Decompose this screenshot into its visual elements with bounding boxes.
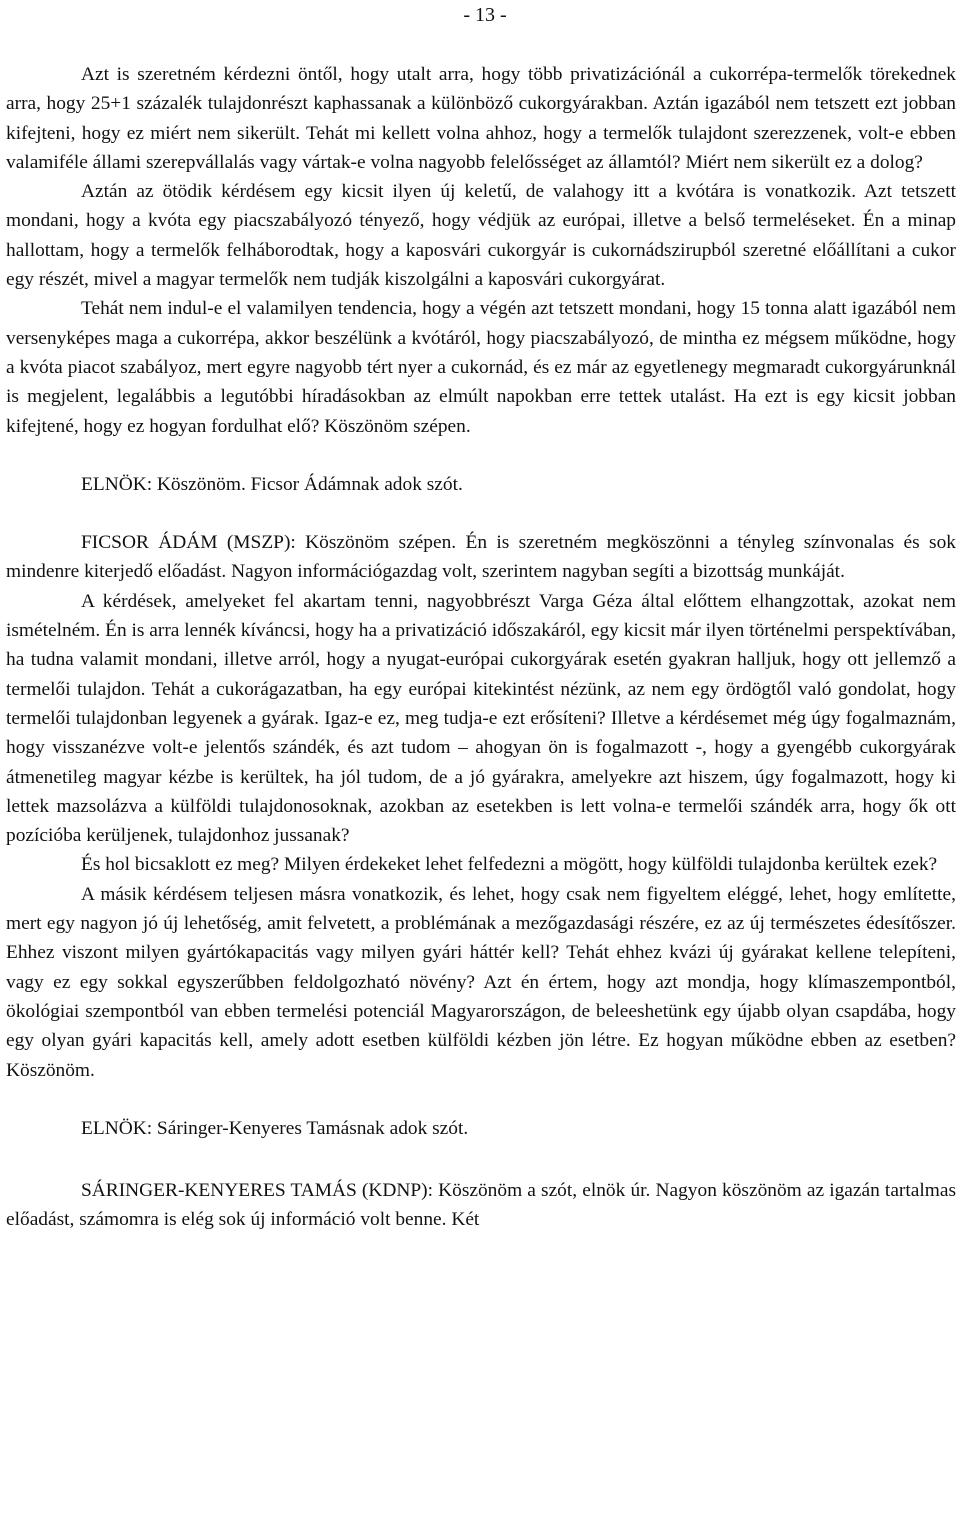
spacer: [6, 441, 956, 470]
spacer: [6, 1143, 956, 1176]
paragraph-chair-saringer: ELNÖK: Sáringer-Kenyeres Tamásnak adok szót.: [81, 1117, 469, 1139]
paragraph-ficsor-followup: És hol bicsaklott ez meg? Milyen érdekeket lehet felfedezni a mögött, hogy külföldi tulajdonba kerültek ezek?: [81, 854, 938, 876]
paragraph-ficsor-questions: A kérdések, amelyeket fel akartam tenni, nagyobbrészt Varga Géza által előttem elhangzottak, azokat nem ismételném. Én is arra lennék kíváncsi, hogy ha a privatizáció időszakáról, egy kicsit már ilyen történelmi perspektívában, ha tudna valamit mondani, illetve arról, hogy a nyugat-európai cukorgyárak esetén gyakran halljuk, hogy ott jellemző a termelői tulajdon. Tehát a cukorágazatban, ha egy európai kitekintést nézünk, az nem egy ördögtől való gondolat, hogy termelői tulajdonban legyenek a gyárak. Igaz-e ez, meg tudja-e ezt erősíteni? Illetve a kérdésemet még úgy fogalmaznám, hogy visszanézve volt-e jelentős szándék, és azt tudom – ahogyan ön is fogalmazott -, hogy a gyengébb cukorgyárak átmenetileg magyar kézbe is kerültek, ha jól tudom, de a jó gyárakra, amelyekre azt hiszem, úgy fogalmazott, hogy ki lettek mazsolázva a külföldi tulajdonosoknak, azokban az esetekben is lett volna-e termelői szándék arra, hogy ők ott pozícióba kerüljenek, tulajdonhoz jussanak?: [6, 590, 956, 847]
document-page: [6, 0, 956, 1235]
paragraph-ficsor-sweetener: A másik kérdésem teljesen másra vonatkozik, és lehet, hogy csak nem figyeltem eléggé, lehet, hogy említette, mert egy nagyon jó új lehetőség, amit felvetett, a problémának a mezőgazdasági részére, ez az új természetes édesítőszer. Ehhez viszont milyen gyártókapacitás vagy milyen gyári háttér kell? Tehát ehhez kvázi új gyárakat kellene telepíteni, vagy ez egy sokkal egyszerűbben feldolgozható növény? Azt én értem, hogy azt mondja, hogy klímaszempontból, ökológiai szempontból van ebben termelési potenciál Magyarországon, de beleeshetünk egy újabb olyan csapdába, hogy egy olyan gyári kapacitás kell, amely adott esetben külföldi kézben jön létre. Ez hogyan működne ebben az esetben? Köszönöm.: [6, 883, 956, 1081]
paragraph-question-tendency: Tehát nem indul-e el valamilyen tendencia, hogy a végén azt tetszett mondani, hogy 15 tonna alatt igazából nem versenyképes maga a cukorrépa, akkor beszélünk a kvótáról, hogy piacszabályozó, de mintha ez mégsem működne, hogy a kvóta piacot szabályoz, mert egyre nagyobb tért nyer a cukornád, és ez már az egyetlenegy megmaradt cukorgyárunknál is megjelent, legalábbis a legutóbbi híradásokban az elmúlt napokban erre tettek utalást. Ha ezt is egy kicsit jobban kifejtené, hogy ez hogyan fordulhat elő? Köszönöm szépen.: [6, 298, 956, 437]
spacer: [6, 499, 956, 528]
paragraph-ficsor-intro: FICSOR ÁDÁM (MSZP): Köszönöm szépen. Én is szeretném megköszönni a tényleg színvonalas és sok mindenre kiterjedő előadást. Nagyon információgazdag volt, szerintem nagyban segíti a bizottság munkáját.: [6, 532, 956, 583]
paragraph-saringer: SÁRINGER-KENYERES TAMÁS (KDNP): Köszönöm a szót, elnök úr. Nagyon köszönöm az igazán tartalmas előadást, számomra is elég sok új információ volt benne. Két: [6, 1180, 956, 1231]
paragraph-chair-ficsor: ELNÖK: Köszönöm. Ficsor Ádámnak adok szót.: [81, 473, 463, 495]
page-number: - 13 -: [463, 4, 507, 26]
paragraph-question-quota: Aztán az ötödik kérdésem egy kicsit ilyen új keletű, de valahogy itt a kvótára is vonatkozik. Azt tetszett mondani, hogy a kvóta egy piacszabályozó tényező, hogy védjük az európai, illetve a belső termeléseket. Én a minap hallottam, hogy a termelők felháborodtak, hogy a kaposvári cukorgyár is cukornádszirupból szeretné előállítani a cukor egy részét, mivel a magyar termelők nem tudják kiszolgálni a kaposvári cukorgyárat.: [6, 181, 956, 291]
paragraph-question-privatization: Azt is szeretném kérdezni öntől, hogy utalt arra, hogy több privatizációnál a cukorrépa-termelők törekednek arra, hogy 25+1 százalék tulajdonrészt kaphassanak a különböző cukorgyárakban. Aztán igazából nem tetszett ezt jobban kifejteni, hogy ez miért nem sikerült. Tehát mi kellett volna ahhoz, hogy a termelők tulajdont szerezzenek, volt-e ebben valamiféle állami szerepvállalás vagy vártak-e volna nagyobb felelősséget az államtól? Miért nem sikerült ez a dolog?: [6, 64, 956, 173]
spacer: [6, 1085, 956, 1114]
